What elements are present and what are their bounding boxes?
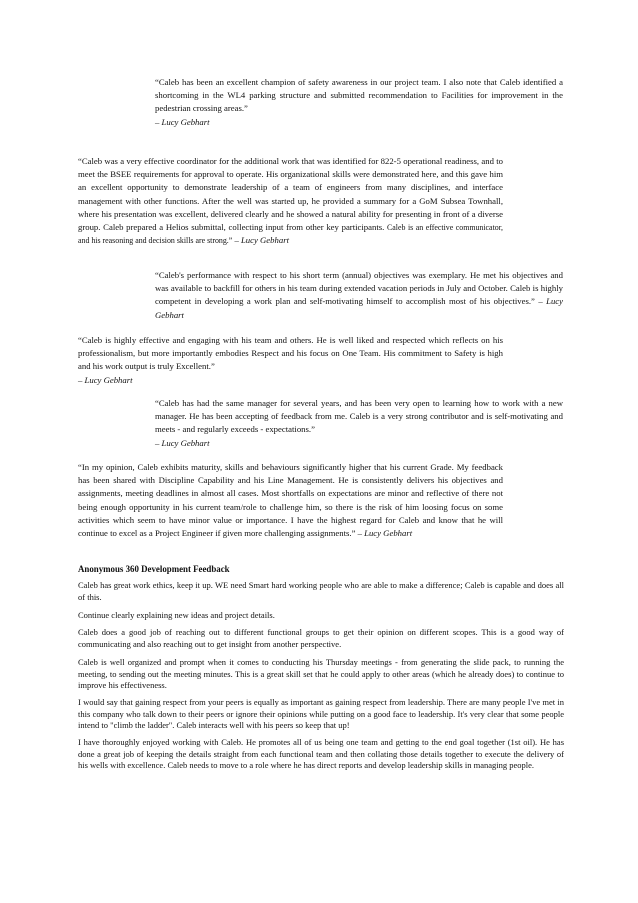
feedback-item: I would say that gaining respect from your peers is equally as important as gaining respect from leadership. There are many people I've met in this company who talk down to their peers or ignore their opinions while putting on a good face to leadership. It's very clear that some people intend to "climb the ladder". Caleb interacts well with his peers so keep that up! xyxy=(78,697,564,731)
quote-engaging xyxy=(78,334,503,387)
quote-attribution: – Lucy Gebhart xyxy=(234,235,289,246)
quote-attribution: – Lucy Gebhart xyxy=(78,374,133,385)
quote-text: “Caleb's performance with respect to his short term (annual) objectives was exemplary. He met his objectives and was available to backfill for others in his team during extended vacation periods in July and October. Caleb is highly competent in developing a work plan and self-motivating himself to accomplish most of his objectives.” xyxy=(155,270,563,307)
quote-text: “Caleb has been an excellent champion of safety awareness in our project team. I also note that Caleb identified a shortcoming in the WL4 parking structure and submitted recommendation to Facilities for improvement in the pedestrian crossing areas.” xyxy=(155,77,563,114)
section-heading: Anonymous 360 Development Feedback xyxy=(78,564,230,574)
quote-maturity xyxy=(78,461,503,540)
feedback-item: Caleb does a good job of reaching out to different functional groups to get their opinion on different scopes. This is a good way of communicating and also reaching out to get insight from another perspective. xyxy=(78,627,564,649)
quote-attribution: – Lucy Gebhart xyxy=(155,437,210,448)
quote-text-small: Caleb is an effective communicator, and his reasoning and decision skills are strong.” xyxy=(78,223,503,246)
quote-attribution: – Lucy Gebhart xyxy=(155,296,564,320)
feedback-item: Continue clearly explaining new ideas and project details. xyxy=(78,610,275,620)
quote-new-manager xyxy=(155,397,563,450)
feedback-item: Caleb is well organized and prompt when it comes to conducting his Thursday meetings - from generating the slide pack, to running the meeting, to sending out the meeting minutes. This is a great skill set that he could apply to other areas (which he already does) to continue to improve his effectiveness. xyxy=(78,657,564,691)
quote-text: “Caleb has had the same manager for several years, and has been very open to learning how to work with a new manager. He has been accepting of feedback from me. Caleb is a very strong contributor and is self-motivating and meets - and regularly exceeds - expectations.” xyxy=(155,398,563,435)
quote-attribution: – Lucy Gebhart xyxy=(155,116,210,127)
quote-text: “In my opinion, Caleb exhibits maturity, skills and behaviours significantly higher that his current Grade. My feedback has been shared with Discipline Capability and his Line Management. He is consistently delivers his objectives and assignments, meeting deadlines in almost all cases. Most shortfalls on expectations are minor and reflective of there not being enough opportunity in his current team/role to challenge him, so there is the risk of him loosing focus on some activities which seem to have minor value or importance. I have the highest regard for Caleb and know that he will continue to excel as a Project Engineer if given more challenging assignments.” xyxy=(78,462,503,539)
feedback-item: I have thoroughly enjoyed working with Caleb. He promotes all of us being one team and getting to the end goal together (1st oil). He has done a great job of keeping the details straight from each functional team and then collating those details together to execute the delivery of his wells with excellence. Caleb needs to move to a role where he has direct reports and develop leadership skills in managing people. xyxy=(78,737,564,771)
quote-text: “Caleb is highly effective and engaging with his team and others. He is well liked and respected which reflects on his professionalism, but more importantly embodies Respect and his focus on One Team. His commitment to Safety is high and his work output is truly Excellent.” xyxy=(78,335,503,372)
quote-text: “Caleb was a very effective coordinator for the additional work that was identified for 822-5 operational readiness, and to meet the BSEE requirements for approval to operate. His organizational skills were demonstrated here, and this gave him an excellent opportunity to demonstrate leadership of a team of engineers from many disciplines, and interface management with other functions. After the well was started up, he provided a summary for a GoM Subsea Townhall, where his presentation was excellent, delivered clearly and he showed a natural ability for presenting in front of a diverse group. Caleb prepared a Helios submittal, collecting input from other key participants. xyxy=(78,156,503,233)
quote-attribution: – Lucy Gebhart xyxy=(357,528,413,539)
quote-safety-champion xyxy=(155,76,563,129)
quote-coordinator xyxy=(78,155,503,247)
quote-performance xyxy=(155,269,563,322)
feedback-item: Caleb has great work ethics, keep it up. WE need Smart hard working people who are able to make a difference; Caleb is capable and does all of this. xyxy=(78,580,564,602)
